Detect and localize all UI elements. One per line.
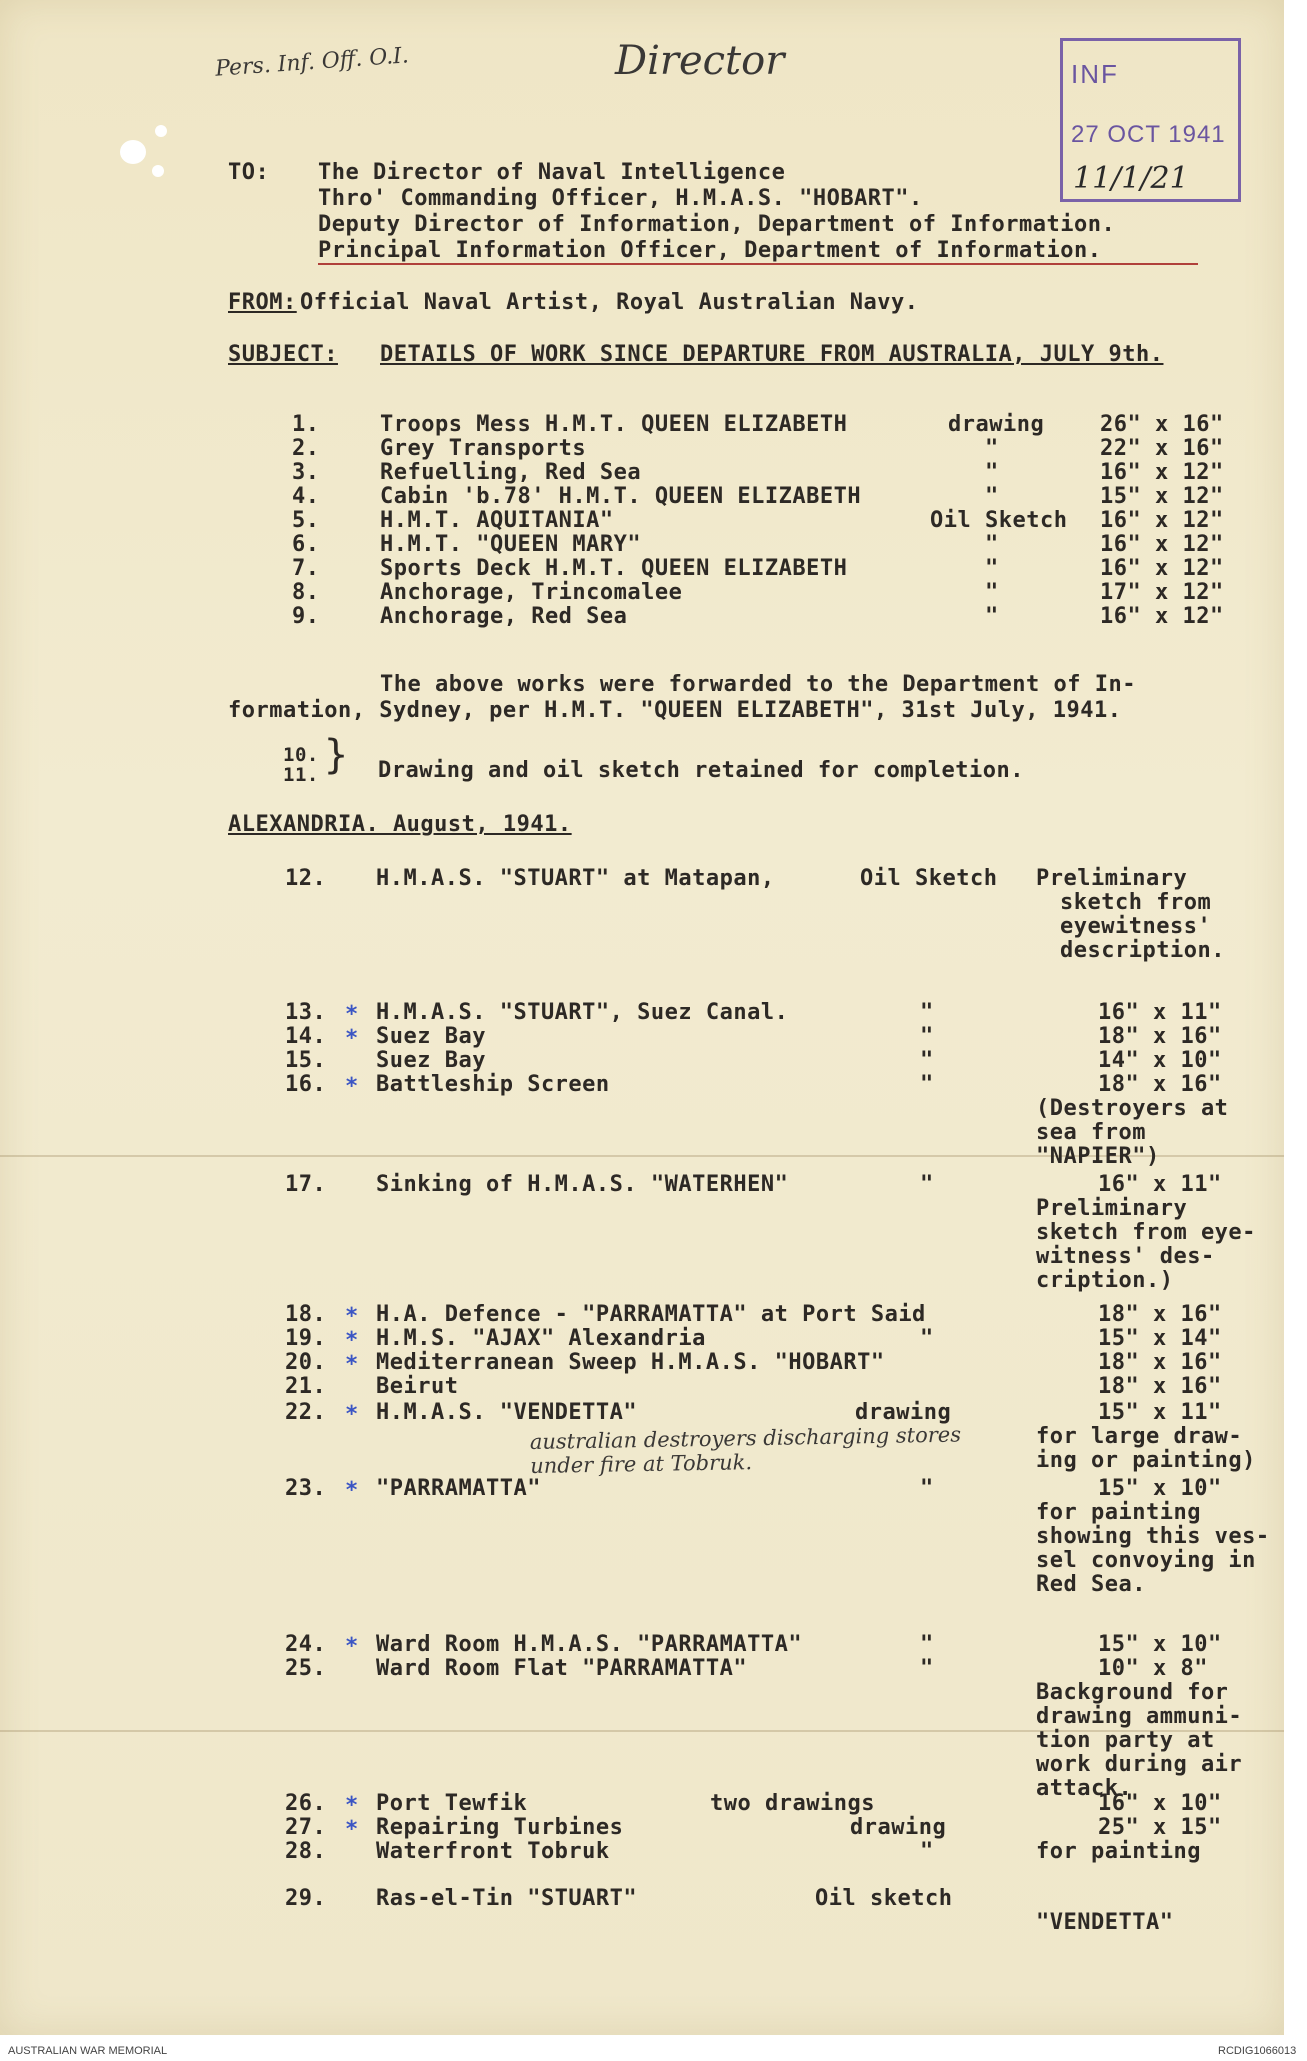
item-size: Preliminary (1036, 866, 1188, 891)
item-medium: " (920, 1632, 934, 1657)
item-size: 15" x 10" (1098, 1476, 1222, 1501)
item-medium: " (920, 1048, 934, 1073)
item-number: 10. (283, 744, 319, 766)
brace-glyph: } (324, 732, 349, 778)
item-size: 18" x 16" (1098, 1072, 1222, 1097)
star-mark: * (345, 1634, 359, 1659)
item-medium: " (985, 556, 999, 581)
note-line: eyewitness' (1060, 914, 1212, 939)
item-medium: " (985, 484, 999, 509)
star-mark: * (345, 1352, 359, 1377)
item-number: 9. (292, 604, 320, 629)
item-size: 15" x 14" (1098, 1326, 1222, 1351)
item-number: 29. (285, 1886, 327, 1911)
forward-note: The above works were forwarded to the Department of In- (380, 672, 1136, 697)
note-line: witness' des- (1036, 1244, 1215, 1269)
note-line: sea from (1036, 1120, 1146, 1145)
item-medium: " (920, 1326, 934, 1351)
item-medium: " (920, 1476, 934, 1501)
item-title: "PARRAMATTA" (376, 1476, 541, 1501)
item-medium: " (920, 1024, 934, 1049)
footer-right: RCDIG1066013 (1218, 2045, 1297, 2057)
note-line: Background for (1036, 1680, 1229, 1705)
item-size: for painting (1036, 1839, 1201, 1864)
item-number: 5. (292, 508, 320, 533)
star-mark: * (345, 1002, 359, 1027)
note-line: showing this ves- (1036, 1524, 1270, 1549)
subject-label: SUBJECT: (228, 342, 338, 367)
handwritten-annotation: Pers. Inf. Off. O.I. (214, 43, 410, 82)
item-number: 23. (285, 1476, 327, 1501)
item-title: Anchorage, Red Sea (380, 604, 628, 629)
item-size: 16" x 10" (1098, 1791, 1222, 1816)
note-line: tion party at (1036, 1728, 1215, 1753)
item-size: 16" x 12" (1100, 556, 1224, 581)
item-medium: drawing (850, 1815, 947, 1840)
item-medium: " (985, 460, 999, 485)
stamp-text: INF (1071, 59, 1119, 89)
item-number: 24. (285, 1632, 327, 1657)
item-title: H.M.A.S. "STUART" at Matapan, (376, 866, 775, 891)
star-mark: * (345, 1817, 359, 1842)
item-size: 14" x 10" (1098, 1048, 1222, 1073)
to-line: Principal Information Officer, Department of Information. (318, 238, 1102, 263)
note-line: description. (1060, 938, 1225, 963)
note-line: "NAPIER") (1036, 1144, 1160, 1169)
note-line: ing or painting) (1036, 1448, 1256, 1473)
item-size: 25" x 15" (1098, 1815, 1222, 1840)
item-number: 1. (292, 412, 320, 437)
handwritten-annotation: Director (615, 38, 785, 84)
note-line: sketch from (1060, 890, 1212, 915)
item-number: 8. (292, 580, 320, 605)
item-title: Sinking of H.M.A.S. "WATERHEN" (376, 1172, 789, 1197)
item-number: 18. (285, 1302, 327, 1327)
item-size: 16" x 12" (1100, 532, 1224, 557)
item-title: Repairing Turbines (376, 1815, 624, 1840)
red-underline (318, 263, 1198, 265)
punch-hole (120, 140, 146, 164)
note-line: cription.) (1036, 1268, 1174, 1293)
item-title: Ward Room H.M.A.S. "PARRAMATTA" (376, 1632, 803, 1657)
item-medium: " (920, 1072, 934, 1097)
item-medium: drawing (948, 412, 1045, 437)
item-medium: " (985, 580, 999, 605)
item-number: 19. (285, 1326, 327, 1351)
footer-left: AUSTRALIAN WAR MEMORIAL (8, 2045, 168, 2057)
item-title: Battleship Screen (376, 1072, 610, 1097)
item-title: Grey Transports (380, 436, 587, 461)
item-number: 13. (285, 1000, 327, 1025)
item-size: 15" x 12" (1100, 484, 1224, 509)
punch-hole (155, 125, 167, 137)
item-medium: two drawings (710, 1791, 875, 1816)
star-mark: * (345, 1478, 359, 1503)
item-number: 14. (285, 1024, 327, 1049)
note-line: attack. (1036, 1776, 1133, 1801)
note-line: Red Sea. (1036, 1572, 1146, 1597)
retained-note: Drawing and oil sketch retained for completion. (378, 758, 1025, 783)
note-line: drawing ammuni- (1036, 1704, 1243, 1729)
item-number: 27. (285, 1815, 327, 1840)
star-mark: * (345, 1402, 359, 1427)
item-title: Ras-el-Tin "STUART" (376, 1886, 638, 1911)
note-line: for painting (1036, 1500, 1201, 1525)
received-stamp (1060, 38, 1241, 202)
item-title: Suez Bay (376, 1048, 486, 1073)
item-title: Waterfront Tobruk (376, 1839, 610, 1864)
item-medium: " (920, 1839, 934, 1864)
item-size: 16" x 12" (1100, 460, 1224, 485)
item-medium: " (985, 604, 999, 629)
item-number: 4. (292, 484, 320, 509)
item-number: 6. (292, 532, 320, 557)
handwritten-note: australian destroyers discharging stores under fire at Tobruk. (529, 1422, 962, 1479)
item-number: 20. (285, 1350, 327, 1375)
item-size: 17" x 12" (1100, 580, 1224, 605)
item-title: H.M.T. AQUITANIA" (380, 508, 614, 533)
item-title: H.A. Defence - "PARRAMATTA" at Port Said (376, 1302, 926, 1327)
item-medium: Oil sketch (815, 1886, 953, 1911)
item-size: 22" x 16" (1100, 436, 1224, 461)
item-size: 18" x 16" (1098, 1374, 1222, 1399)
item-medium: " (985, 436, 999, 461)
item-number: 25. (285, 1656, 327, 1681)
stamp-reference: 11/1/21 (1073, 161, 1189, 196)
star-mark: * (345, 1304, 359, 1329)
item-size: 15" x 11" (1098, 1400, 1222, 1425)
item-size: 16" x 12" (1100, 508, 1224, 533)
from-label: FROM: (228, 290, 297, 315)
subject-text: DETAILS OF WORK SINCE DEPARTURE FROM AUSTRALIA, JULY 9th. (380, 342, 1164, 367)
item-medium: " (920, 1000, 934, 1025)
item-number: 21. (285, 1374, 327, 1399)
item-size: 26" x 16" (1100, 412, 1224, 437)
note-line: Preliminary (1036, 1196, 1188, 1221)
item-number: 22. (285, 1400, 327, 1425)
to-line: Thro' Commanding Officer, H.M.A.S. "HOBART". (318, 186, 923, 211)
item-medium: " (920, 1656, 934, 1681)
item-title: H.M.S. "AJAX" Alexandria (376, 1326, 706, 1351)
item-size: 16" x 11" (1098, 1000, 1222, 1025)
forward-note: formation, Sydney, per H.M.T. "QUEEN ELIZABETH", 31st July, 1941. (228, 698, 1122, 723)
item-size: 18" x 16" (1098, 1024, 1222, 1049)
item-number: 3. (292, 460, 320, 485)
item-medium: " (920, 1172, 934, 1197)
item-number: 2. (292, 436, 320, 461)
item-number: 15. (285, 1048, 327, 1073)
from-text: Official Naval Artist, Royal Australian Navy. (300, 290, 919, 315)
item-size: 10" x 8" (1098, 1656, 1208, 1681)
item-title: Troops Mess H.M.T. QUEEN ELIZABETH (380, 412, 848, 437)
item-title: Refuelling, Red Sea (380, 460, 642, 485)
section-heading: ALEXANDRIA. August, 1941. (228, 812, 572, 837)
item-title: Sports Deck H.M.T. QUEEN ELIZABETH (380, 556, 848, 581)
item-title: Anchorage, Trincomalee (380, 580, 683, 605)
item-title: Beirut (376, 1374, 459, 1399)
note-line: (Destroyers at (1036, 1096, 1229, 1121)
item-title: H.M.A.S. "VENDETTA" (376, 1400, 638, 1425)
item-size: 18" x 16" (1098, 1350, 1222, 1375)
to-label: TO: (228, 160, 270, 185)
note-line: for large draw- (1036, 1424, 1243, 1449)
stamp-date: 27 OCT 1941 (1071, 121, 1226, 148)
note-line: "VENDETTA" (1036, 1910, 1174, 1935)
star-mark: * (345, 1074, 359, 1099)
item-medium: drawing (855, 1400, 952, 1425)
item-number: 17. (285, 1172, 327, 1197)
note-line: sel convoying in (1036, 1548, 1256, 1573)
to-line: The Director of Naval Intelligence (318, 160, 786, 185)
item-title: H.M.T. "QUEEN MARY" (380, 532, 642, 557)
item-size: 15" x 10" (1098, 1632, 1222, 1657)
item-number: 12. (285, 866, 327, 891)
item-number: 16. (285, 1072, 327, 1097)
item-size: 18" x 16" (1098, 1302, 1222, 1327)
item-title: H.M.A.S. "STUART", Suez Canal. (376, 1000, 789, 1025)
item-medium: Oil Sketch (860, 866, 998, 891)
item-title: Ward Room Flat "PARRAMATTA" (376, 1656, 748, 1681)
item-title: Suez Bay (376, 1024, 486, 1049)
item-number: 7. (292, 556, 320, 581)
item-medium: Oil Sketch (930, 508, 1068, 533)
star-mark: * (345, 1026, 359, 1051)
item-number: 11. (283, 764, 319, 786)
item-size: 16" x 11" (1098, 1172, 1222, 1197)
item-title: Cabin 'b.78' H.M.T. QUEEN ELIZABETH (380, 484, 862, 509)
item-number: 26. (285, 1791, 327, 1816)
punch-hole (152, 165, 164, 177)
item-title: Mediterranean Sweep H.M.A.S. "HOBART" (376, 1350, 885, 1375)
item-medium: " (985, 532, 999, 557)
star-mark: * (345, 1793, 359, 1818)
note-line: sketch from eye- (1036, 1220, 1256, 1245)
item-title: Port Tewfik (376, 1791, 528, 1816)
item-size: 16" x 12" (1100, 604, 1224, 629)
star-mark: * (345, 1328, 359, 1353)
note-line: work during air (1036, 1752, 1243, 1777)
item-number: 28. (285, 1839, 327, 1864)
to-line: Deputy Director of Information, Department of Information. (318, 212, 1116, 237)
